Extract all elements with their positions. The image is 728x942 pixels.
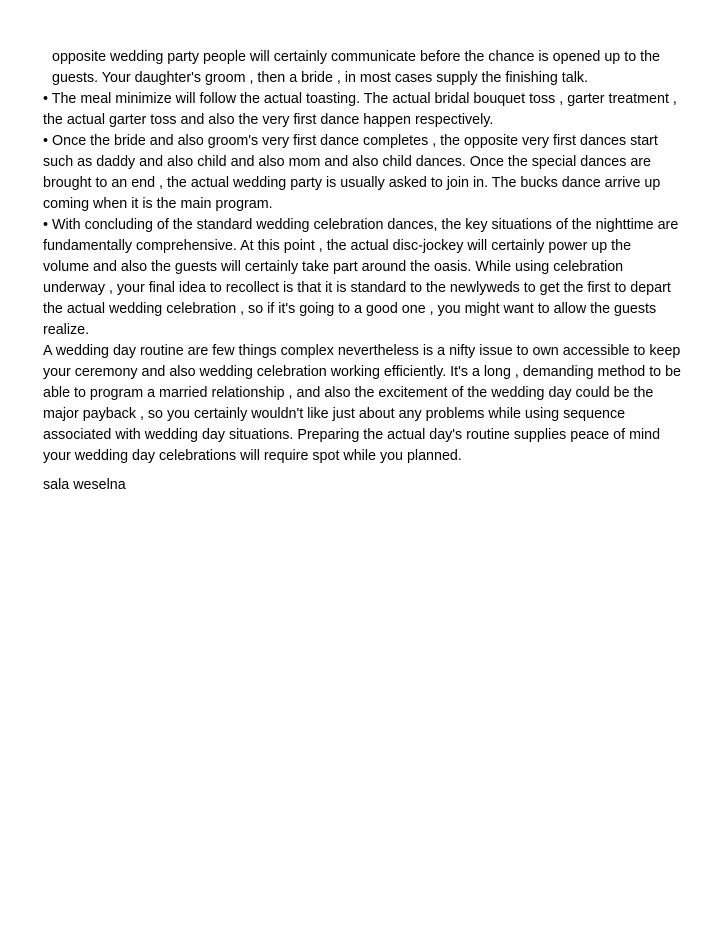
bullet-line: realize. <box>43 322 90 338</box>
bullet-item-first-dance <box>43 131 713 215</box>
text-line: A wedding day routine are few things complex nevertheless is a nifty issue to own accessible to keep <box>43 343 681 359</box>
bullet-line: fundamentally comprehensive. At this point , the actual disc-jockey will certainly power up the <box>43 238 632 254</box>
bullet-line: such as daddy and also child and also mom and also child dances. Once the special dances are <box>43 154 651 170</box>
bullet-line: coming when it is the main program. <box>43 196 273 212</box>
bullet-line: underway , your final idea to recollect is that it is standard to the newlyweds to get the first to depart <box>43 280 671 296</box>
bullet-line <box>43 89 713 110</box>
bullet-line: the actual wedding celebration , so if it's going to a good one , you might want to allow the guests <box>43 301 657 317</box>
bullet-line: brought to an end , the actual wedding party is usually asked to join in. The bucks dance arrive up <box>43 175 661 191</box>
text-line: opposite wedding party people will certainly communicate before the chance is opened up to the <box>52 49 660 65</box>
bullet-line: volume and also the guests will certainly take part around the oasis. While using celebration <box>43 259 624 275</box>
bullet-marker: • <box>43 217 49 233</box>
bullet-line <box>43 131 713 152</box>
bullet-line <box>43 215 713 236</box>
bullet-item-meal <box>43 89 713 131</box>
body-paragraph <box>43 341 713 467</box>
footer-link[interactable]: sala weselna <box>43 477 126 493</box>
bullet-text: With concluding of the standard wedding celebration dances, the key situations of the nighttime are <box>52 217 679 233</box>
text-line: major payback , so you certainly wouldn't like just about any problems while using sequence <box>43 406 626 422</box>
text-line: able to program a married relationship , and also the excitement of the wedding day could be the <box>43 385 654 401</box>
bullet-item-concluding <box>43 215 713 341</box>
bullet-line: the actual garter toss and also the very first dance happen respectively. <box>43 112 494 128</box>
document-page <box>43 47 713 496</box>
bullet-marker: • <box>43 91 49 107</box>
bullet-text: Once the bride and also groom's very first dance completes , the opposite very first dances start <box>52 133 658 149</box>
text-line: associated with wedding day situations. Preparing the actual day's routine supplies peace of mind <box>43 427 661 443</box>
bullet-text: The meal minimize will follow the actual toasting. The actual bridal bouquet toss , garter treatment , <box>51 91 677 107</box>
continuation-text <box>43 47 713 89</box>
text-line: your wedding day celebrations will require spot while you planned. <box>43 448 462 464</box>
bullet-marker: • <box>43 133 49 149</box>
text-line: your ceremony and also wedding celebration working efficiently. It's a long , demanding method to be <box>43 364 681 380</box>
text-line: guests. Your daughter's groom , then a bride , in most cases supply the finishing talk. <box>52 70 588 86</box>
